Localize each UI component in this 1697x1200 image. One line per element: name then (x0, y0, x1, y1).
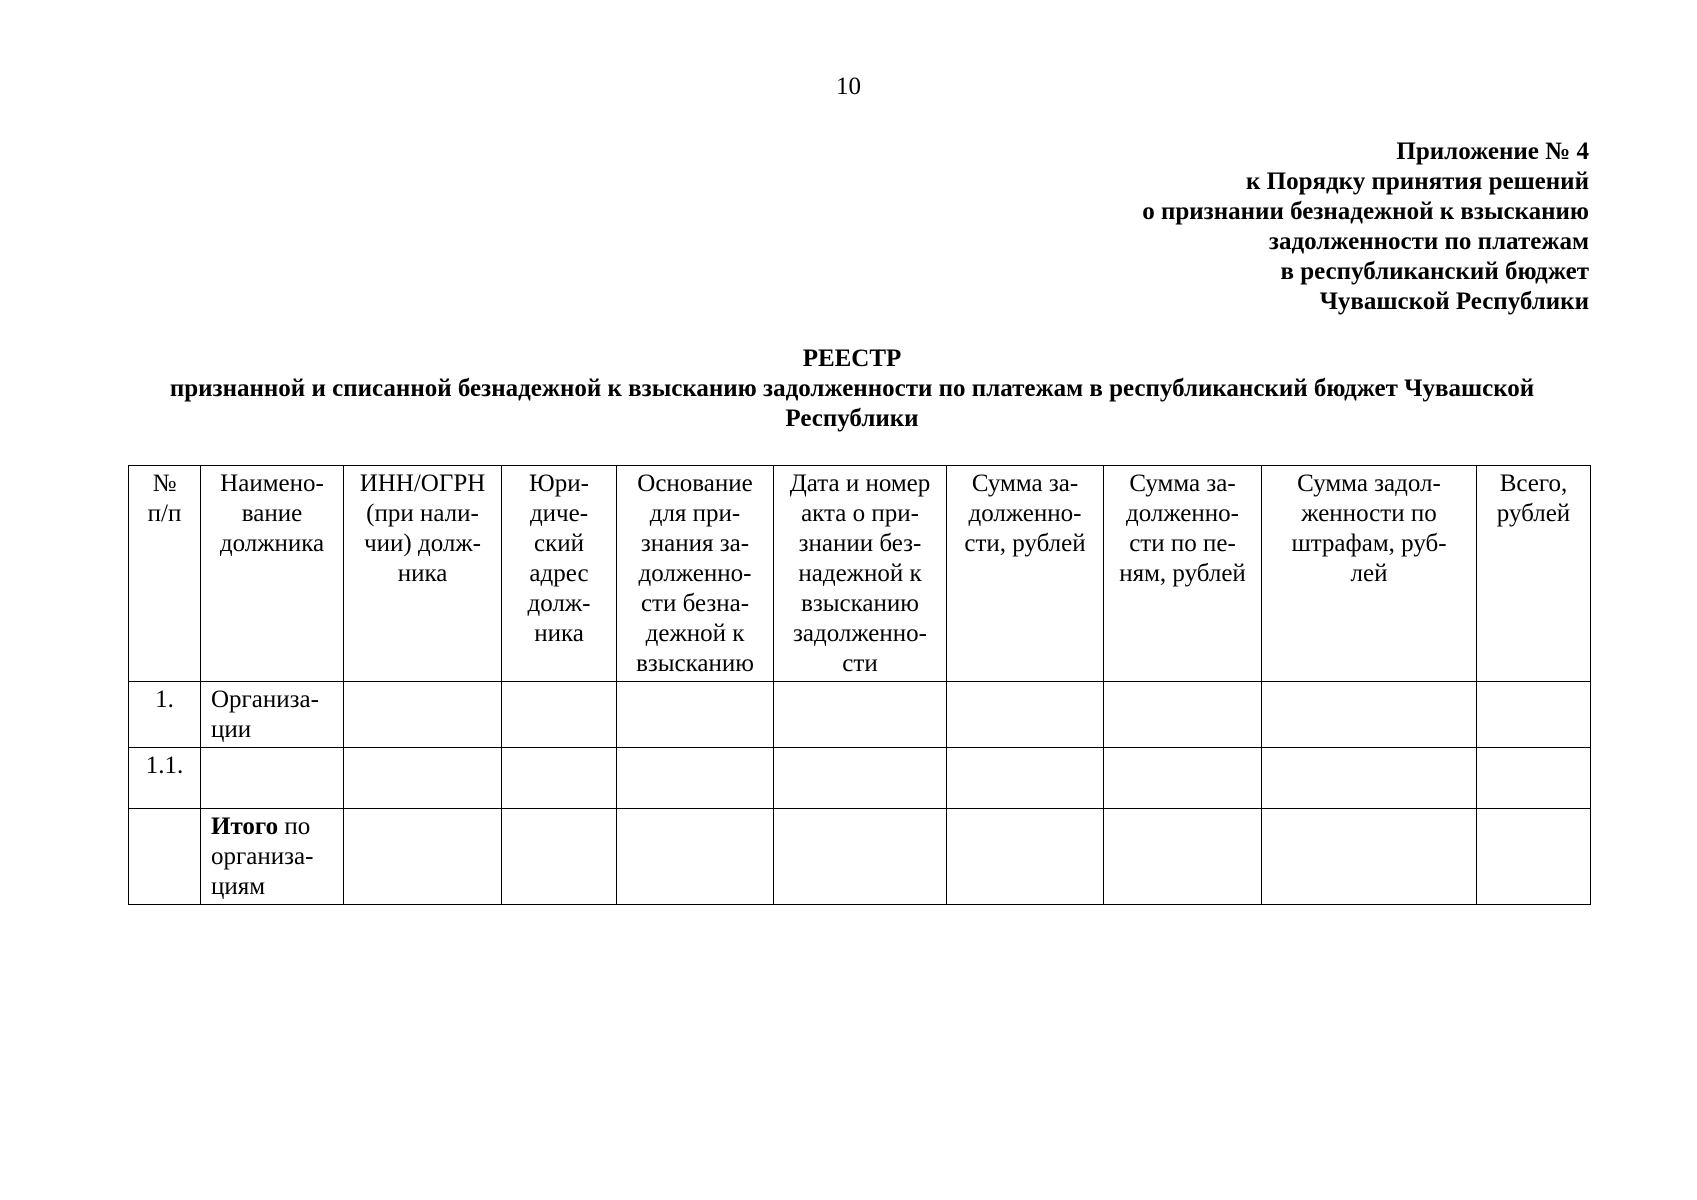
table-cell (1262, 682, 1477, 748)
header-line: сти безна- (640, 590, 750, 617)
appendix-line: Приложение № 4 (1396, 138, 1589, 165)
table-cell (1104, 809, 1262, 905)
table-cell (774, 682, 947, 748)
table-cell (344, 682, 502, 748)
header-line: знания за- (640, 530, 750, 557)
header-line: акта о при- (801, 500, 919, 527)
header-line: долженно- (638, 560, 752, 587)
debtor-name-cell (201, 748, 344, 809)
header-line: ский (534, 530, 584, 557)
header-line: ИНН/ОГРН (359, 470, 486, 497)
header-cell-total (1477, 466, 1591, 682)
header-cell-inn-ogrn (344, 466, 502, 682)
header-line: женности по (1301, 500, 1437, 527)
header-line: ням, рублей (1119, 560, 1246, 587)
header-line: сти, рублей (964, 530, 1086, 557)
header-line: вание (241, 500, 303, 527)
header-cell-basis (617, 466, 774, 682)
header-cell-penalty-amount (1104, 466, 1262, 682)
header-line: дежной к (645, 620, 745, 647)
header-line: Всего, (1499, 470, 1568, 497)
header-line: взысканию (636, 650, 754, 677)
header-line: штрафам, руб- (1291, 530, 1447, 557)
header-line: сти по пе- (1129, 530, 1236, 557)
cell-line: ции (211, 716, 252, 743)
title-subtitle-line: Республики (785, 405, 919, 432)
debtor-name-cell (201, 682, 344, 748)
table-row (129, 682, 1591, 748)
appendix-line: задолженности по платежам (1268, 228, 1589, 255)
header-line: Основание (637, 470, 753, 497)
header-line: Сумма за- (971, 470, 1079, 497)
table-cell (617, 682, 774, 748)
table-row (129, 748, 1591, 809)
cell-line: циям (211, 873, 266, 900)
total-bold-word: Итого (211, 813, 279, 840)
table-cell (1262, 809, 1477, 905)
table-cell (344, 809, 502, 905)
table-cell (1104, 682, 1262, 748)
table-header-row (129, 466, 1591, 682)
table-cell (344, 748, 502, 809)
header-cell-act-date-number (774, 466, 947, 682)
table-cell (617, 748, 774, 809)
header-cell-fine-amount (1262, 466, 1477, 682)
header-line: задолженно- (793, 620, 927, 647)
table-cell (1104, 748, 1262, 809)
appendix-line: в республиканский бюджет (1280, 258, 1589, 285)
row-number-cell: 1.1. (129, 748, 201, 809)
header-line: лей (1350, 560, 1388, 587)
header-line: ника (534, 620, 584, 647)
total-rest-word: по (278, 813, 311, 840)
table-cell (1477, 682, 1591, 748)
header-line: Сумма за- (1129, 470, 1236, 497)
table-cell (947, 682, 1104, 748)
header-line: Сумма задол- (1297, 470, 1441, 497)
table-cell (774, 809, 947, 905)
table-cell (1262, 748, 1477, 809)
table-total-row (129, 809, 1591, 905)
registry-table (128, 465, 1591, 905)
appendix-note (889, 137, 1589, 317)
appendix-line: Чувашской Республики (1319, 288, 1589, 315)
title-subtitle-line: признанной и списанной безнадежной к взысканию задолженности по платежам в республиканский бюджет Чувашской (169, 375, 1535, 402)
table-cell (947, 748, 1104, 809)
title-main: РЕЕСТР (802, 345, 902, 372)
header-line: (при нали- (366, 500, 479, 527)
header-line: должника (219, 530, 325, 557)
header-line: ника (397, 560, 448, 587)
table-cell (1477, 748, 1591, 809)
cell-line: Организа- (211, 686, 319, 713)
header-line: чии) долж- (364, 530, 481, 557)
header-line: для при- (649, 500, 741, 527)
row-number-cell: 1. (129, 682, 201, 748)
table-cell (502, 809, 617, 905)
header-cell-debtor-name (201, 466, 344, 682)
header-cell-number (129, 466, 201, 682)
table-cell (947, 809, 1104, 905)
header-line: Дата и номер (789, 470, 931, 497)
header-line: № (152, 470, 177, 497)
header-line: долженно- (968, 500, 1082, 527)
appendix-line: к Порядку принятия решений (1246, 168, 1589, 195)
cell-line: организа- (211, 843, 314, 870)
header-line: сти (842, 650, 878, 677)
table-cell (502, 748, 617, 809)
header-line: рублей (1496, 500, 1571, 527)
header-line: взысканию (801, 590, 919, 617)
header-line: долж- (527, 590, 591, 617)
header-cell-debt-amount (947, 466, 1104, 682)
header-line: долженно- (1126, 500, 1239, 527)
cell-line (211, 812, 339, 842)
header-line: диче- (529, 500, 589, 527)
table-cell (617, 809, 774, 905)
page-number: 10 (836, 73, 861, 100)
header-line: Юри- (529, 470, 589, 497)
header-line: п/п (147, 500, 182, 527)
header-line: знании без- (798, 530, 922, 557)
row-number-cell (129, 809, 201, 905)
header-line: адрес (529, 560, 589, 587)
table-cell (502, 682, 617, 748)
appendix-line: о признании безнадежной к взысканию (1142, 198, 1589, 225)
header-line: надежной к (798, 560, 922, 587)
total-label-cell (201, 809, 344, 905)
table-cell (1477, 809, 1591, 905)
header-cell-legal-address (502, 466, 617, 682)
header-line: Наимено- (220, 470, 324, 497)
document-title (128, 344, 1576, 434)
table-cell (774, 748, 947, 809)
